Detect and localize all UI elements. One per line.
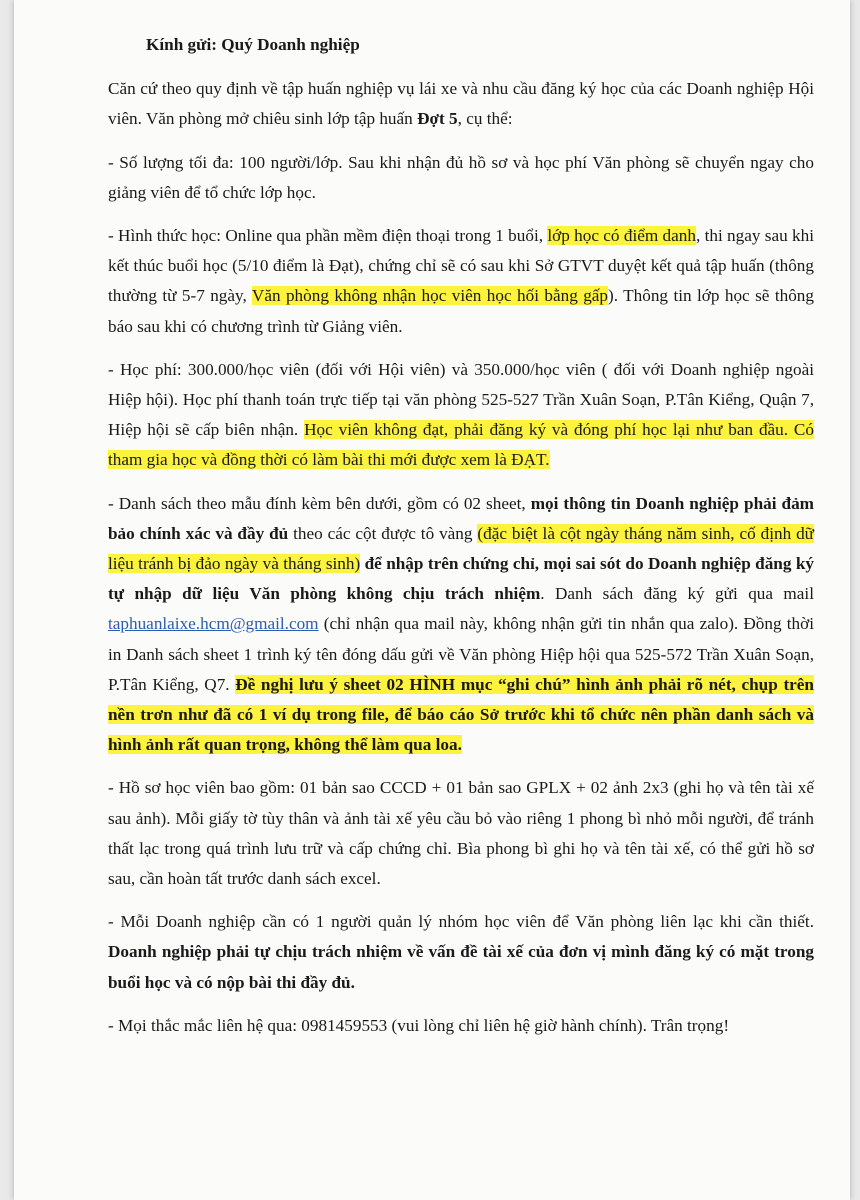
list-paragraph (108, 489, 814, 761)
list-highlight-birthdate: (đặc biệt là cột ngày tháng năm sinh, cố định dữ liệu tránh bị đảo ngày và tháng sinh) (108, 523, 814, 574)
documents-paragraph: - Hồ sơ học viên bao gồm: 01 bản sao CCCD + 01 bản sao GPLX + 02 ảnh 2x3 (ghi họ và tên tài xế sau ảnh). Mỗi giấy tờ tùy thân và ảnh tài xế yêu cầu bỏ vào riêng 1 phong bì nhỏ mỗi người, để tránh thất lạc trong quá trình lưu trữ và cấp chứng chỉ. Bìa phong bì ghi họ và tên tài xế, có thể gửi hồ sơ sau, cần hoàn tất trước danh sách excel. (108, 778, 814, 889)
manager-text: - Mỗi Doanh nghiệp cần có 1 người quản lý nhóm học viên để Văn phòng liên lạc khi cần thiết. (108, 912, 814, 932)
list-bold-accuracy: mọi thông tin Doanh nghiệp phải đảm bảo chính xác và đầy đủ (108, 493, 814, 543)
format-highlight-no-rush: Văn phòng không nhận học viên học hối bằng gấp (251, 286, 609, 306)
list-bold-responsibility: để nhập trên chứng chỉ, mọi sai sót do Doanh nghiệp đăng ký tự nhập dữ liệu Văn phòng không chịu trách nhiệm (108, 554, 814, 604)
manager-paragraph (108, 907, 814, 998)
intro-text-end: , cụ thể: (457, 109, 513, 129)
fee-paragraph (108, 355, 814, 476)
list-text-columns: theo các cột được tô vàng (288, 523, 478, 543)
intro-text: Căn cứ theo quy định về tập huấn nghiệp vụ lái xe và nhu cầu đăng ký học của các Doanh nghiệp Hội viên. Văn phòng mở chiêu sinh lớp tập huấn (108, 79, 814, 129)
greeting-heading: Kính gửi: Quý Doanh nghiệp (146, 35, 360, 54)
fee-highlight: Học viên không đạt, phải đăng ký và đóng phí học lại như ban đầu. Có tham gia học và đồng thời có làm bài thi mới được xem là ĐẠT. (108, 420, 814, 470)
email-link[interactable]: taphuanlaixe.hcm@gmail.com (108, 614, 319, 634)
format-text: - Hình thức học: Online qua phần mềm điện thoại trong 1 buổi, (108, 226, 548, 246)
capacity-paragraph: - Số lượng tối đa: 100 người/lớp. Sau khi nhận đủ hồ sơ và học phí Văn phòng sẽ chuyển ngay cho giảng viên để tổ chức lớp học. (108, 152, 814, 202)
format-text-mid: , thi ngay sau khi kết thúc buổi học (5/10 điểm là Đạt), chứng chỉ sẽ có sau khi Sở GTVT duyệt kết quả tập huấn (thông thường từ 5-7 ngày, (108, 226, 814, 306)
list-text: - Danh sách theo mẫu đính kèm bên dưới, gồm có 02 sheet, (108, 493, 531, 513)
list-highlight-photo-note: Đề nghị lưu ý sheet 02 HÌNH mục “ghi chú” hình ảnh phải rõ nét, chụp trên nền trơn như đã có 1 ví dụ trong file, để báo cáo Sở trước khi tổ chức nên phần danh sách và hình ảnh rất quan trọng, không thể làm qua loa. (108, 674, 814, 755)
list-text-address: (chỉ nhận qua mail này, không nhận gửi tin nhắn qua zalo). Đồng thời in Danh sách sheet 1 trình ký tên đóng dấu gửi về Văn phòng Hiệp hội qua 525-572 Trần Xuân Soạn, P.Tân Kiểng, Q7. (108, 614, 814, 694)
contact-paragraph: - Mọi thắc mắc liên hệ qua: 0981459553 (vui lòng chỉ liên hệ giờ hành chính). Trân trọng! (108, 1015, 730, 1035)
format-highlight-attendance: lớp học có điểm danh (547, 226, 696, 246)
intro-batch-bold: Đợt 5 (417, 109, 458, 129)
intro-paragraph (108, 74, 814, 134)
list-text-mail: . Danh sách đăng ký gửi qua mail (540, 584, 814, 604)
document-body (108, 30, 814, 1054)
document-page (14, 0, 850, 1200)
format-text-end: ). Thông tin lớp học sẽ thông báo sau khi có chương trình từ Giảng viên. (108, 286, 814, 336)
manager-bold: Doanh nghiệp phải tự chịu trách nhiệm về vấn đề tài xế của đơn vị mình đăng ký có mặt trong buổi học và có nộp bài thi đầy đủ. (108, 942, 814, 992)
fee-text: - Học phí: 300.000/học viên (đối với Hội viên) và 350.000/học viên ( đối với Doanh nghiệp ngoài Hiệp hội). Học phí thanh toán trực tiếp tại văn phòng 525-527 Trần Xuân Soạn, P.Tân Kiểng, Quận 7, Hiệp hội sẽ cấp biên nhận. (108, 359, 814, 440)
format-paragraph (108, 221, 814, 342)
